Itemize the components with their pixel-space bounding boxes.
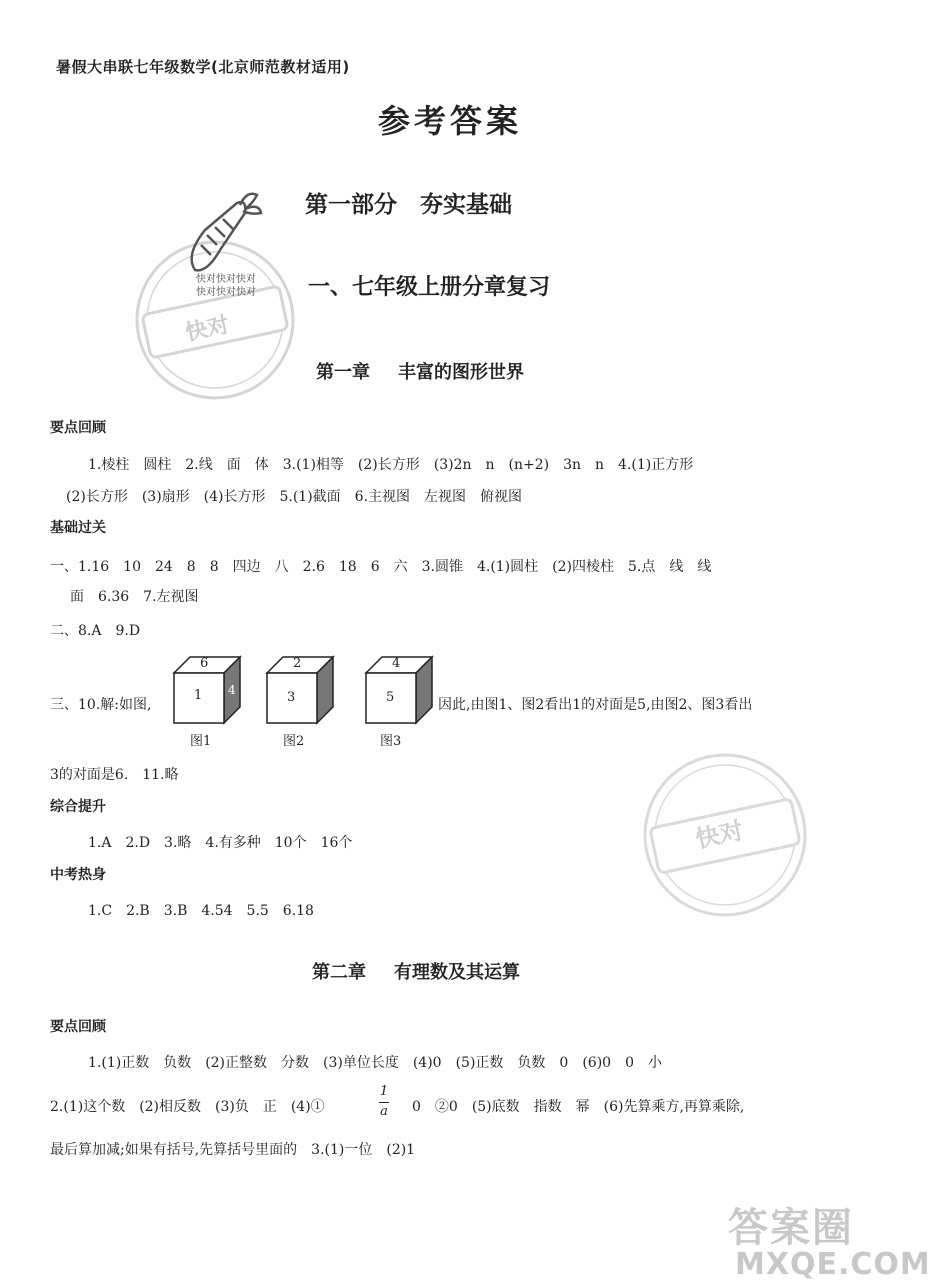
- cube-3-caption: 图3: [380, 734, 402, 749]
- cube-1-top: 6: [200, 656, 209, 671]
- cube-1-caption: 图1: [190, 734, 212, 749]
- main-title: 参考答案: [377, 102, 522, 140]
- ch1-basic-line4-pre: 三、10.解:如图,: [50, 697, 152, 713]
- stamp-logo-text: 快对: [183, 312, 232, 347]
- ch1-basic-line5: 3的对面是6. 11.略: [50, 767, 179, 783]
- ch1-review-heading: 要点回顾: [50, 420, 106, 436]
- watermark-logo: 答案圈: [728, 1205, 854, 1251]
- fraction-numerator: 1: [379, 1084, 389, 1099]
- chapter-2-title: [312, 958, 520, 984]
- chapter-2-num: 第二章: [312, 962, 366, 983]
- ch1-basic-heading: 基础过关: [50, 520, 106, 536]
- stamp-text-1: 快对快对快对: [196, 274, 256, 285]
- running-header: 暑假大串联七年级数学(北京师范教材适用): [56, 58, 350, 76]
- ch1-comp-heading: 综合提升: [50, 799, 106, 815]
- chapter-1-num: 第一章: [316, 362, 370, 383]
- fraction-bar: [379, 1102, 389, 1103]
- ch2-review-heading: 要点回顾: [50, 1019, 106, 1035]
- section-title: 一、七年级上册分章复习: [308, 275, 551, 300]
- cube-2-caption: 图2: [283, 734, 305, 749]
- cube-3-front: 5: [386, 690, 395, 705]
- cube-1-front: 1: [194, 688, 203, 703]
- cube-2-top: 2: [293, 656, 302, 671]
- ch1-review-line1: 1.棱柱 圆柱 2.线 面 体 3.(1)相等 (2)长方形 (3)2n n (n+2) 3n n 4.(1)正方形: [88, 457, 694, 473]
- ch1-review-line2: (2)长方形 (3)扇形 (4)长方形 5.(1)截面 6.主视图 左视图 俯视图: [66, 489, 523, 505]
- ch1-comp-line: 1.A 2.D 3.略 4.有多种 10个 16个: [88, 835, 353, 851]
- ch2-line2-pre: 2.(1)这个数 (2)相反数 (3)负 正 (4)①: [50, 1099, 325, 1115]
- ch1-basic-line3: 二、8.A 9.D: [50, 623, 141, 639]
- cube-1-side: 4: [228, 683, 236, 697]
- ch1-exam-heading: 中考热身: [50, 867, 106, 883]
- watermark-url: MXQE.COM: [735, 1247, 931, 1282]
- fraction-denominator: a: [380, 1104, 388, 1119]
- ch1-exam-line: 1.C 2.B 3.B 4.54 5.5 6.18: [88, 903, 314, 919]
- ch2-line2-post: 0 ②0 (5)底数 指数 幂 (6)先算乘方,再算乘除,: [412, 1099, 745, 1115]
- ch1-basic-line1: 一、1.16 10 24 8 8 四边 八 2.6 18 6 六 3.圆锥 4.(1)圆柱 (2)四棱柱 5.点 线 线: [50, 559, 712, 575]
- ch2-line3: 最后算加减;如果有括号,先算括号里面的 3.(1)一位 (2)1: [50, 1142, 416, 1158]
- ch1-basic-line2: 面 6.36 7.左视图: [70, 589, 199, 605]
- chapter-1-title: [316, 358, 524, 384]
- chapter-2-name: 有理数及其运算: [394, 962, 520, 983]
- cube-2-front: 3: [287, 690, 296, 705]
- carrot-icon: [192, 194, 261, 271]
- ch1-basic-line4-post: 因此,由图1、图2看出1的对面是5,由图2、图3看出: [438, 697, 753, 713]
- chapter-1-name: 丰富的图形世界: [398, 362, 524, 383]
- cube-3-top: 4: [392, 656, 401, 671]
- ch2-line1: 1.(1)正数 负数 (2)正整数 分数 (3)单位长度 (4)0 (5)正数 负数 0 (6)0 0 小: [88, 1055, 662, 1071]
- stamp-text-2: 快对快对快对: [196, 287, 256, 298]
- part-title: 第一部分 夯实基础: [305, 192, 512, 218]
- stamp-right-logo-text: 快对: [693, 816, 746, 854]
